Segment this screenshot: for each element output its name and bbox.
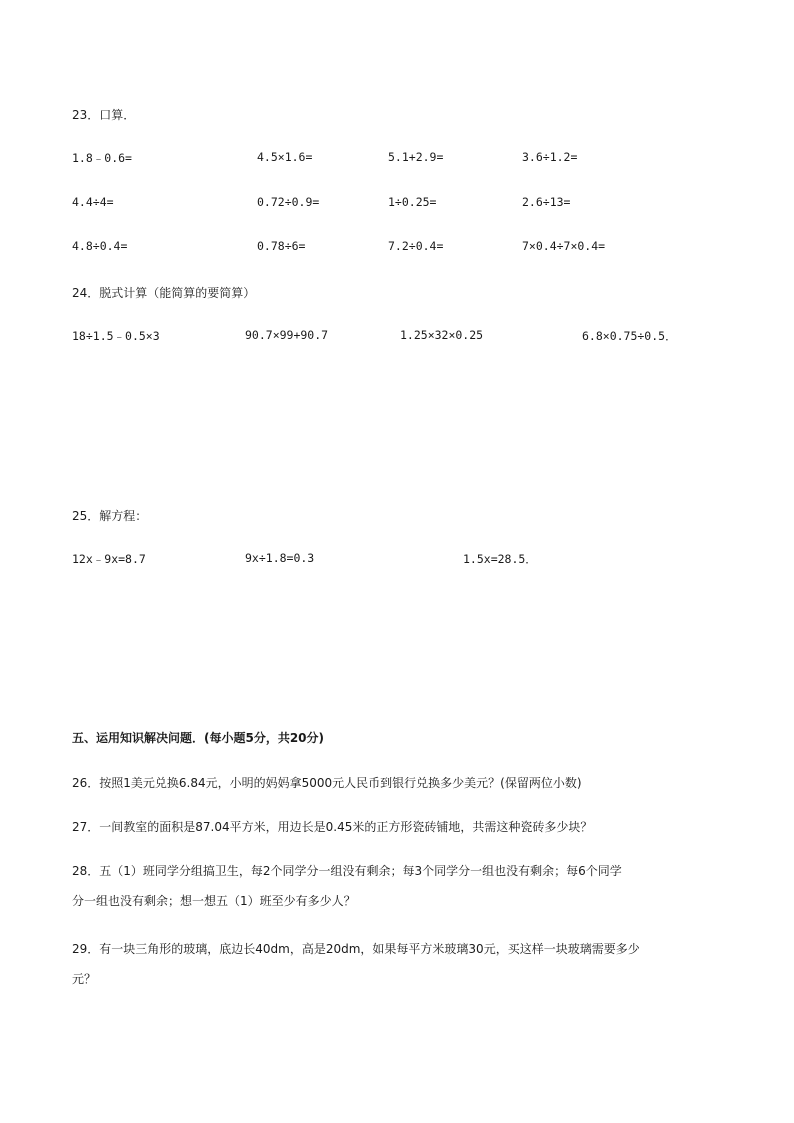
- q25-item: 9x÷1.8=0.3: [245, 551, 315, 565]
- q29-line2: 元？: [72, 972, 97, 986]
- q23-item: 0.72÷0.9=: [257, 195, 320, 209]
- q23-item: 0.78÷6=: [257, 239, 306, 253]
- q25-title: 25．解方程：: [72, 509, 148, 523]
- q24-item: 90.7×99+90.7: [245, 328, 329, 342]
- q24-item: 1.25×32×0.25: [400, 328, 484, 342]
- q23-item: 7.2÷0.4=: [388, 239, 444, 253]
- q23-item: 4.5×1.6=: [257, 150, 313, 164]
- q23-item: 5.1+2.9=: [388, 150, 444, 164]
- q28-line2: 分一组也没有剩余；想一想五（1）班至少有多少人？: [72, 894, 356, 908]
- q23-title: 23．口算．: [72, 108, 136, 122]
- q23-item: 1÷0.25=: [388, 195, 437, 209]
- q25-item: 12x﹣9x=8.7: [72, 552, 146, 566]
- q23-item: 2.6÷13=: [522, 195, 571, 209]
- q23-item: 4.8÷0.4=: [72, 239, 128, 253]
- q23-item: 3.6÷1.2=: [522, 150, 578, 164]
- q25-item: 1.5x=28.5．: [463, 552, 537, 566]
- q26-text: 26．按照1美元兑换6.84元，小明的妈妈拿5000元人民币到银行兑换多少美元？(保留两位小数): [72, 776, 582, 790]
- q27-text: 27．一间教室的面积是87.04平方米，用边长是0.45米的正方形瓷砖铺地，共需这种瓷砖多少块？: [72, 820, 593, 834]
- q28-line1: 28．五（1）班同学分组搞卫生，每2个同学分一组没有剩余；每3个同学分一组也没有剩余；每6个同学: [72, 864, 622, 878]
- q24-title: 24．脱式计算（能简算的要简算）: [72, 286, 256, 300]
- q23-item: 4.4÷4=: [72, 195, 114, 209]
- q24-item: 18÷1.5﹣0.5×3: [72, 329, 160, 343]
- q23-item: 1.8﹣0.6=: [72, 151, 132, 165]
- q23-item: 7×0.4÷7×0.4=: [522, 239, 606, 253]
- section5-heading: 五、运用知识解决问题．(每小题5分，共20分): [72, 731, 325, 745]
- q29-line1: 29．有一块三角形的玻璃，底边长40dm，高是20dm，如果每平方米玻璃30元，买这样一块玻璃需要多少: [72, 942, 640, 956]
- q24-item: 6.8×0.75÷0.5．: [582, 329, 677, 343]
